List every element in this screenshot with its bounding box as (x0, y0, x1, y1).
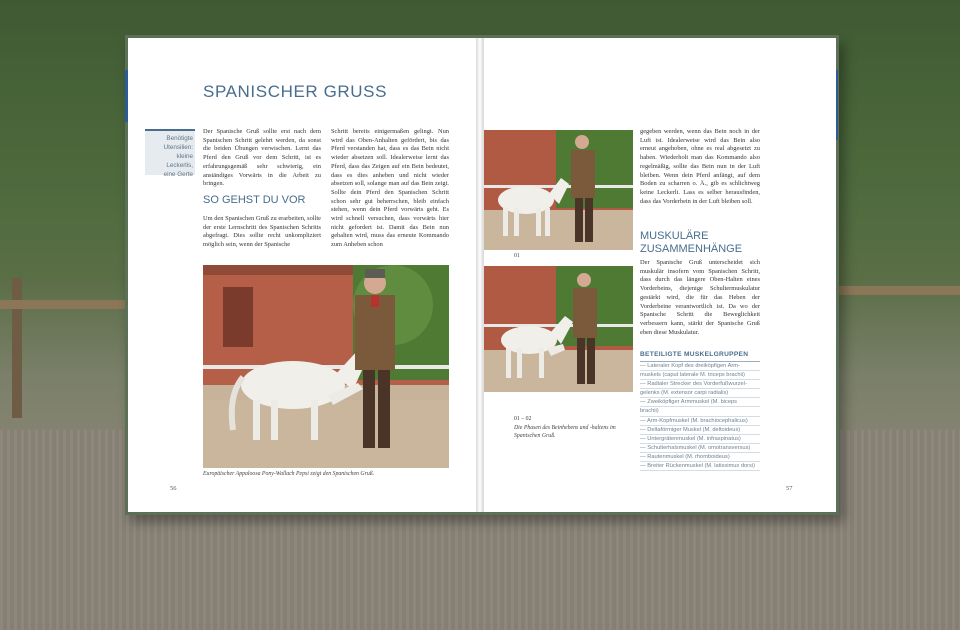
left-page (128, 38, 478, 512)
horse-photo-phase-1 (484, 130, 633, 250)
utensils-line: eine Gerte (163, 171, 193, 178)
horse-photo-phase-2 (484, 266, 633, 392)
photo-caption: Europäischer Appaloosa Pony-Wallach Pepsi zeigt den Spanischen Gruß. (203, 471, 375, 477)
phases-caption: Die Phasen des Beinhebens und -haltens im Spanischen Gruß. (514, 425, 616, 439)
muscle-item: — Breiter Rückenmuskel (M. latissimus dorsi) (640, 462, 760, 471)
caption-number: 01 – 02 (514, 416, 532, 422)
muscle-box-title: BETEILIGTE MUSKELGRUPPEN (640, 351, 749, 358)
fence-rail (0, 300, 130, 309)
muscle-item: — Zweiköpfiger Armmuskel (M. biceps (640, 398, 760, 407)
utensils-box (145, 129, 195, 178)
page-title: SPANISCHER GRUSS (203, 82, 388, 101)
muscle-item: — Rautenmuskel (M. rhomboideus) (640, 453, 760, 462)
muscle-item: — Untergrätenmuskel (M. infraspinatus) (640, 435, 760, 444)
column-two-paragraph: Schritt bereits einigermaßen gelingt. Nun wird das Oben-Anhalten gefördert, bis das Pferd verstanden hat, dass es das Bein nicht wieder absetzen soll. Idealerweise lernt das Pferd, dass das Zeigen auf ein Bein bedeutet, dass es dies anheben und nicht wieder absetzen soll, solange man auf das Bein zeigt. Sollte dein Pferd den Spanischen Schritt schon sehr gut beherrschen, bleib einfach stehen, wenn dein Pferd vorwärts geht. Es wird schnell versuchen, dass vorwärts hier nicht gefordert ist. Damit das Bein nun gehalten wird, muss das erneute Kommando zum Anheben schon (331, 128, 449, 249)
muscle-item: gelenks (M. extensor carpi radialis) (640, 389, 760, 398)
section-heading: SO GEHST DU VOR (203, 194, 306, 206)
muscle-item: brachii) (640, 407, 760, 416)
muscle-item: — Lateraler Kopf des dreiköpfigen Arm- (640, 362, 760, 371)
muscle-paragraph: Der Spanische Gruß unterscheidet sich muskulär insofern vom Spanischen Schritt, dass durch das längere Oben-Halten eines Vorderbeins, diejenige Schultermuskulatur gestärkt wird, die für das Heben der Vorderbeine verantwortlich ist. Da wo der Spanische Schritt die Beweglichkeit verbessern kann, stärkt der Spanische Gruß eben diese Muskulatur. (640, 259, 760, 336)
page-number: 57 (786, 485, 793, 492)
utensils-line: Benötigte (166, 135, 193, 142)
method-paragraph: Um den Spanischen Gruß zu erarbeiten, sollte der erste Lernschritt des Spanischen Schritts abgefragt. Dies sollte recht unkompliziert möglich sein, wenn der Spanische (203, 215, 321, 249)
muscle-item: — Deltaförmiger Muskel (M. deltoideus) (640, 426, 760, 435)
horse-photo-main (203, 265, 449, 468)
fence-rail (836, 286, 960, 295)
muscle-list (640, 361, 760, 471)
utensils-line: Utensilien: (163, 144, 193, 151)
page-number: 56 (170, 485, 177, 492)
muscle-item: muskels (caput laterale M. triceps brachii) (640, 371, 760, 380)
utensils-line: kleine (176, 153, 193, 160)
utensils-line: Leckerlis, (166, 162, 193, 169)
muscle-groups-box (635, 38, 765, 512)
photo-label: 01 (514, 253, 520, 259)
muscle-item: — Radialer Strecker des Vorderfußwurzel- (640, 380, 760, 389)
muscle-item: — Schulterhalsmuskel (M. omotransversus) (640, 444, 760, 453)
section-heading: MUSKULÄRE ZUSAMMENHÄNGE (640, 230, 743, 255)
muscle-item: — Arm-Kopfmuskel (M. brachiocephalicus) (640, 417, 760, 426)
continued-paragraph: gegeben werden, wenn das Bein noch in der Luft ist. Idealerweise wird das Bein also erneut angehoben, ohne es real abgesetzt zu haben. Wiederholt man das Kommando also regelmäßig, sollte das Bein nun in der Luft bleiben. Wenn dein Pferd anfängt, auf dem Boden zu scharren o. Ä., gib es schlichtweg keine Leckerli. Lass es selber herausfinden, dass das Vorderbein in der Luft bleiben soll. (640, 128, 760, 205)
right-page (484, 38, 836, 512)
fence-post (12, 278, 22, 418)
intro-paragraph: Der Spanische Gruß sollte erst nach dem Spanischen Schritt gelehrt werden, da sonst die beiden Übungen verwischen. Lernt das Pferd den Gruß vor dem Schritt, ist es erfahrungsgemäß sehr schwierig, ein anständiges Vorwärts in die Arbeit zu bringen. (203, 128, 321, 188)
